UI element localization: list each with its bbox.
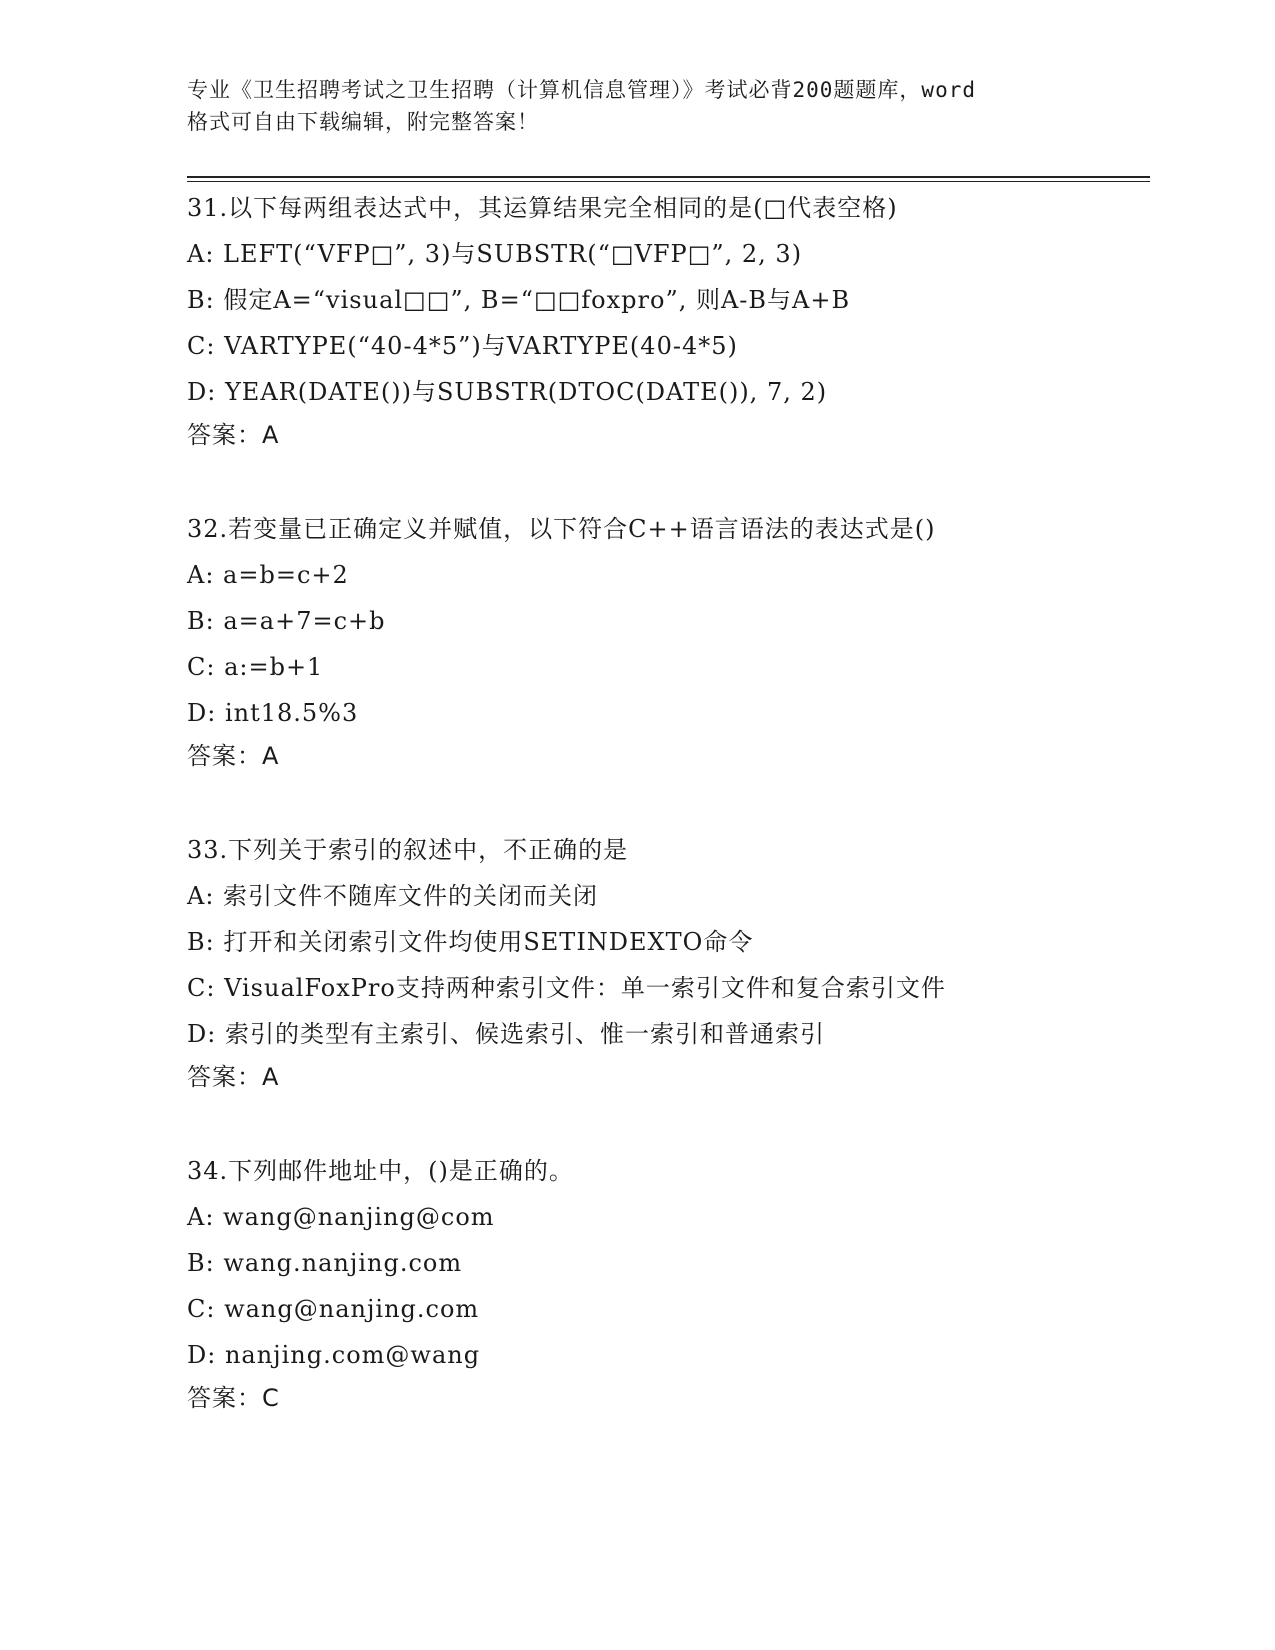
option-b: B: a=a+7=c+b	[187, 607, 386, 635]
question-34	[187, 1148, 1167, 1418]
option-b: B: 打开和关闭索引文件均使用SETINDEXTO命令	[187, 928, 754, 956]
option-b: B: wang.nanjing.com	[187, 1249, 463, 1277]
option-d: D: nanjing.com@wang	[187, 1341, 481, 1369]
option-a: A: LEFT(“VFP□”, 3)与SUBSTR(“□VFP□”, 2, 3)	[187, 240, 803, 268]
option-b: B: 假定A=“visual□□”, B=“□□foxpro”, 则A-B与A+B	[187, 286, 851, 314]
header-rule-thick	[187, 176, 1150, 178]
option-c: C: VARTYPE(“40-4*5”)与VARTYPE(40-4*5)	[187, 332, 738, 360]
answer: 答案：A	[187, 1063, 280, 1091]
option-a: A: 索引文件不随库文件的关闭而关闭	[187, 882, 599, 910]
option-c: C: VisualFoxPro支持两种索引文件：单一索引文件和复合索引文件	[187, 974, 946, 1002]
header-line-2: 格式可自由下载编辑，附完整答案！	[187, 110, 539, 134]
option-c: C: wang@nanjing.com	[187, 1295, 480, 1323]
question-31	[187, 185, 1167, 455]
question-33	[187, 827, 1167, 1097]
header-rule-thin	[187, 181, 1150, 182]
option-c: C: a:=b+1	[187, 653, 324, 681]
question-stem: 32.若变量已正确定义并赋值，以下符合C++语言语法的表达式是()	[187, 515, 936, 543]
answer: 答案：A	[187, 742, 280, 770]
question-stem: 34.下列邮件地址中，()是正确的。	[187, 1157, 574, 1185]
answer: 答案：A	[187, 421, 280, 449]
question-stem: 33.下列关于索引的叙述中，不正确的是	[187, 836, 629, 864]
option-a: A: wang@nanjing@com	[187, 1203, 495, 1231]
option-d: D: int18.5%3	[187, 699, 359, 727]
option-d: D: YEAR(DATE())与SUBSTR(DTOC(DATE()), 7, 2)	[187, 378, 828, 406]
answer: 答案：C	[187, 1384, 280, 1412]
header-line-1: 专业《卫生招聘考试之卫生招聘（计算机信息管理）》考试必背200题题库，word	[187, 78, 976, 102]
question-32	[187, 506, 1167, 776]
document-header	[187, 74, 1107, 138]
option-d: D: 索引的类型有主索引、候选索引、惟一索引和普通索引	[187, 1020, 825, 1048]
question-stem: 31.以下每两组表达式中，其运算结果完全相同的是(□代表空格)	[187, 194, 898, 222]
option-a: A: a=b=c+2	[187, 561, 349, 589]
